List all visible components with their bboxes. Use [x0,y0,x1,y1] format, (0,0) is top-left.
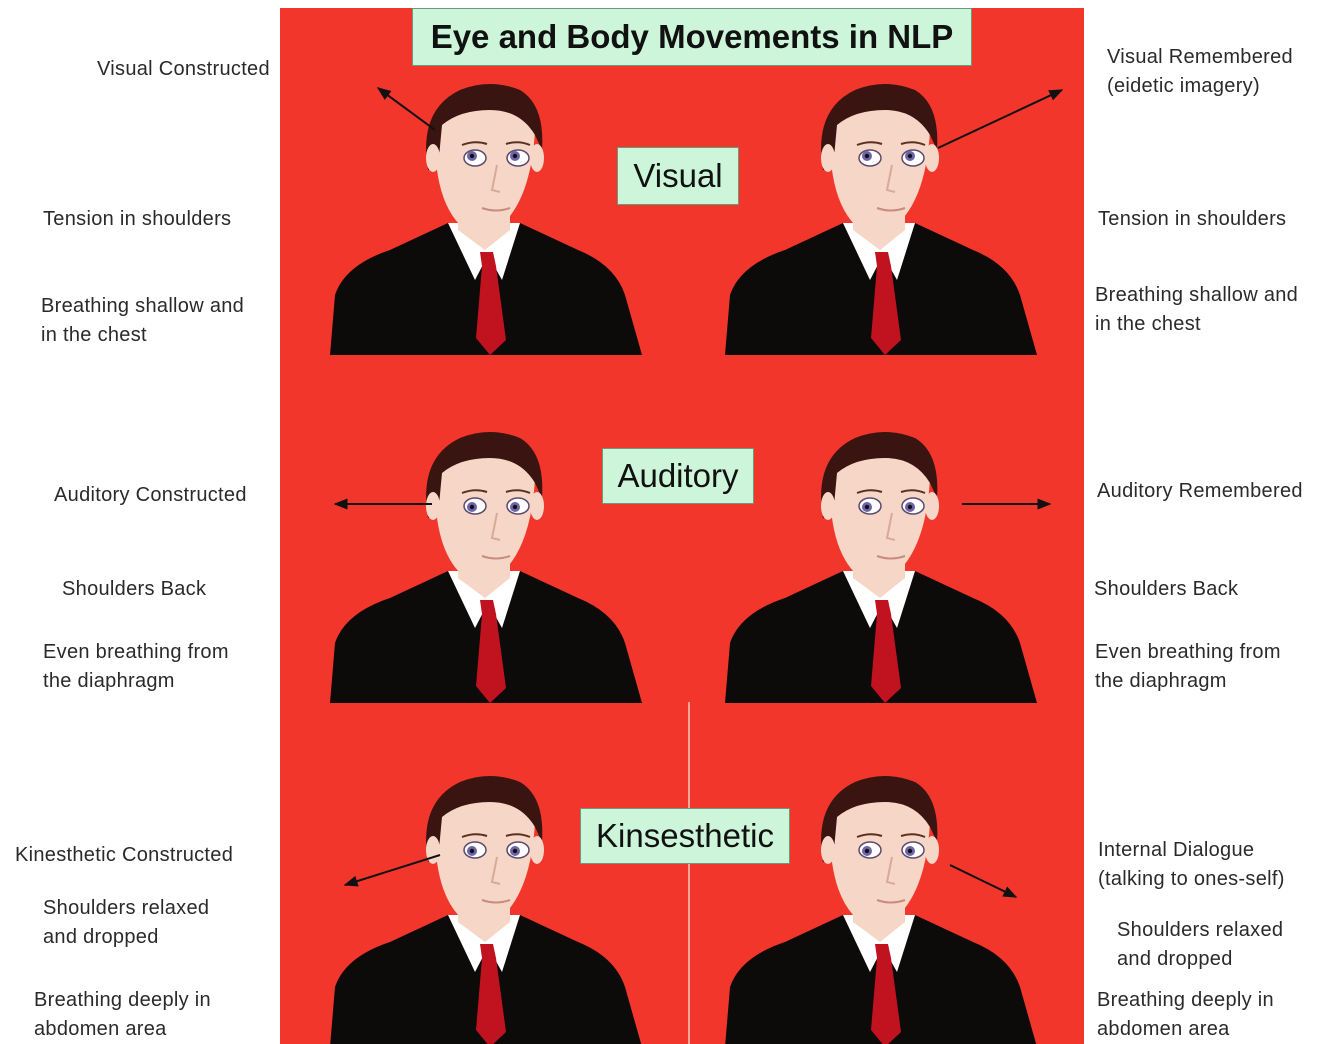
eye-pupil [865,154,869,158]
figure-kinesthetic-right [725,776,1037,1044]
eye-pupil [513,154,517,158]
figure-visual-left [330,84,642,355]
figure-kinesthetic-left [330,776,642,1044]
ear-shape [530,492,544,520]
eye-pupil [513,849,517,853]
eye-pupil [865,849,869,853]
auditory-remembered-note: Auditory Remembered [1097,480,1303,502]
visual-constructed-arrow [378,88,435,130]
auditory-constructed-note: Auditory Constructed [54,484,247,506]
visual-remembered-arrow [938,90,1062,148]
ear-shape [426,144,440,172]
ear-shape [530,836,544,864]
internal-dialogue-note: Internal Dialogue (talking to ones-self) [1098,839,1285,890]
kinesthetic-constructed-arrow [345,855,440,885]
visual-left-posture-note: Tension in shoulders [43,208,232,230]
auditory-left-breathing-note: Even breathing from the diaphragm [43,641,229,692]
internal-dialogue-arrow [950,865,1016,897]
auditory-right-posture-note: Shoulders Back [1094,578,1239,600]
kinesthetic-left-breathing-note: Breathing deeply in abdomen area [34,989,211,1040]
visual-left-breathing-note: Breathing shallow and in the chest [41,295,245,346]
face-shape [435,456,535,586]
eye-pupil [470,154,474,158]
eye-pupil [865,505,869,509]
visual-right-posture-note: Tension in shoulders [1098,208,1287,230]
eye-pupil [513,505,517,509]
face-shape [830,456,930,586]
auditory-right-breathing-note: Even breathing from the diaphragm [1095,641,1281,692]
eye-pupil [908,505,912,509]
visual-remembered-note: Visual Remembered (eidetic imagery) [1107,46,1293,97]
kinesthetic-label: Kinsesthetic [580,808,790,864]
face-shape [435,108,535,238]
face-shape [435,800,535,930]
eye-pupil [470,505,474,509]
eye-pupil [908,154,912,158]
ear-shape [530,144,544,172]
ear-shape [426,492,440,520]
visual-label: Visual [617,147,739,205]
eye-pupil [470,849,474,853]
kinesthetic-right-breathing-note: Breathing deeply in abdomen area [1097,989,1274,1040]
visual-constructed-note: Visual Constructed [97,58,270,80]
kinesthetic-right-posture-note: Shoulders relaxed and dropped [1117,919,1284,970]
ear-shape [821,836,835,864]
auditory-left-posture-note: Shoulders Back [62,578,207,600]
ear-shape [821,492,835,520]
auditory-label: Auditory [602,448,754,504]
diagram-title: Eye and Body Movements in NLP [412,8,972,66]
eye-pupil [908,849,912,853]
ear-shape [925,492,939,520]
figure-auditory-right [725,432,1037,703]
ear-shape [925,836,939,864]
ear-shape [925,144,939,172]
face-shape [830,800,930,930]
visual-right-breathing-note: Breathing shallow and in the chest [1095,284,1299,335]
kinesthetic-constructed-note: Kinesthetic Constructed [15,844,234,866]
kinesthetic-left-posture-note: Shoulders relaxed and dropped [43,897,210,948]
figure-auditory-left [330,432,642,703]
ear-shape [821,144,835,172]
face-shape [830,108,930,238]
